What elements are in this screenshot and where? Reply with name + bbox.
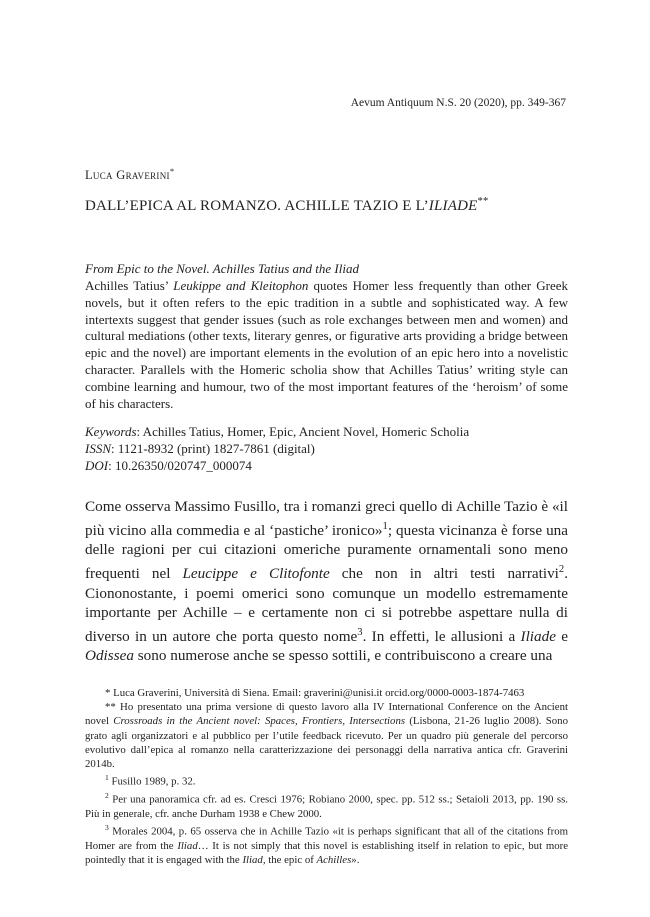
- keywords-label: Keywords: [85, 424, 137, 439]
- footnote-part: ».: [351, 854, 360, 867]
- abstract-text: [85, 278, 568, 412]
- footnote-part: , the epic of: [262, 854, 317, 867]
- article-title-italic: ILIADE: [428, 198, 478, 214]
- footnote-part: ** Ho presentato una prima versione di questo lavoro alla IV International Conference on the Ancient novel: [85, 701, 568, 728]
- footnote-part: … It is not simply that this novel is establishing itself in relation to epic, but more pointedly that it is engaged with the: [85, 839, 569, 867]
- author-name-text: Luca Graverini: [85, 168, 170, 183]
- author-footnote-mark: *: [169, 166, 175, 176]
- footnote-italic: Crossroads in the Ancient novel: Spaces, Frontiers, Intersections: [113, 715, 406, 728]
- footnote-italic: Iliad: [177, 839, 198, 852]
- footnote-part: Per una panoramica cfr. ad es. Cresci 1976; Robiano 2000, spec. pp. 512 ss.; Setaioli 2013, pp. 190 ss. Più in generale, cfr. anche Durham 1938 e Chew 2000.: [85, 793, 568, 820]
- body-italic-title: Iliade: [520, 627, 556, 645]
- article-title: [85, 196, 488, 215]
- issn-line: [85, 441, 568, 458]
- title-footnote-mark: **: [477, 196, 489, 207]
- footnote-title: [85, 700, 568, 771]
- footnote-number: 1: [105, 773, 109, 783]
- body-text-part: Come osserva Massimo Fusillo, tra i romanzi greci quello di Achille Tazio è «il più vicino alla commedia e al ‘pastiche’ ironico»: [85, 498, 568, 539]
- body-text-part: . In effetti, le allusioni a: [362, 627, 521, 645]
- footnote-ref-1: 1: [382, 520, 388, 532]
- body-text-part: e: [555, 627, 568, 645]
- footnote-ref-3: 3: [357, 626, 363, 638]
- footnote-2: [85, 789, 568, 821]
- abstract-part: Achilles Tatius’: [85, 278, 174, 293]
- body-text-part: ; questa vicinanza è forse una delle ragioni per cui citazioni omeriche puramente ornamentali sono meno frequenti nel: [85, 521, 568, 582]
- abstract-italic-title: Leukippe and Kleitophon: [173, 278, 309, 293]
- abstract-heading: From Epic to the Novel. Achilles Tatius and the Iliad: [85, 261, 359, 276]
- keywords-value: : Achilles Tatius, Homer, Epic, Ancient Novel, Homeric Scholia: [136, 424, 470, 439]
- author-name: [85, 166, 175, 183]
- body-text-part: che non in altri testi narrativi: [329, 564, 559, 582]
- footnote-ref-2: 2: [558, 563, 565, 575]
- footnotes: [85, 686, 568, 867]
- body-paragraph: [85, 497, 568, 666]
- footnote-number: 3: [105, 823, 109, 833]
- footnote-3: [85, 821, 568, 867]
- doi-line: [85, 458, 568, 475]
- body-italic-title: Leucippe e Clitofonte: [182, 564, 330, 582]
- body-italic-title: Odissea: [85, 647, 134, 665]
- footnote-italic: Iliad: [242, 854, 263, 867]
- footnote-part: (Lisbona, 21-26 luglio 2008). Sono grato agli organizzatori e al pubblico per l’utile feedback ricevuto. Per un quadro più generale del percorso evolutivo dall’epica al romanzo nella caratterizzazione dei personaggi della narrativa antica cfr. Graverini 2014b.: [85, 715, 568, 771]
- footnote-author: * Luca Graverini, Università di Siena. Email: graverini@unisi.it orcid.org/0000-0003-1874-7463: [105, 687, 525, 699]
- body-text-part: . Ciononostante, i poemi omerici sono comunque un modello estremamente importante per Achille – e certamente non ci si potrebbe aspettare nulla di diverso in un autore che porta questo nome: [85, 564, 568, 645]
- body-text-part: sono numerose anche se spesso sottili, e contribuiscono a creare una: [133, 647, 553, 665]
- doi-label: DOI: [85, 457, 109, 473]
- footnote-1: [85, 771, 568, 789]
- article-metadata: [85, 424, 568, 474]
- footnote-number: 2: [105, 791, 109, 801]
- journal-reference: Aevum Antiquum N.S. 20 (2020), pp. 349-367: [350, 97, 566, 109]
- issn-label: ISSN: [85, 440, 111, 456]
- footnote-part: Morales 2004, p. 65 osserva che in Achille Tazio «it is perhaps significant that all of the citations from Homer are from the: [85, 825, 568, 852]
- footnote-part: Fusillo 1989, p. 32.: [108, 775, 196, 788]
- article-title-main: DALL’EPICA AL ROMANZO. ACHILLE TAZIO E L’: [85, 198, 429, 214]
- issn-value: : 1121-8932 (print) 1827-7861 (digital): [111, 440, 315, 456]
- keywords-line: [85, 424, 568, 441]
- doi-value: : 10.26350/020747_000074: [108, 457, 252, 473]
- abstract-part: quotes Homer less frequently than other Greek novels, but it often refers to the epic tradition in a subtle and sophisticated way. A few intertexts suggest that gender issues (such as role exchanges between men and women) and cultural mediations (other texts, literary genres, or figurative arts providing a bridge between epic and the novel) are important elements in the evolution of an epic hero into a novelistic character. Parallels with the Homeric scholia show that Achilles Tatius’ writing style can combine learning and humour, two of the most important features of the ‘heroism’ of some of his characters.: [85, 278, 568, 411]
- footnote-italic: Achilles: [316, 854, 352, 867]
